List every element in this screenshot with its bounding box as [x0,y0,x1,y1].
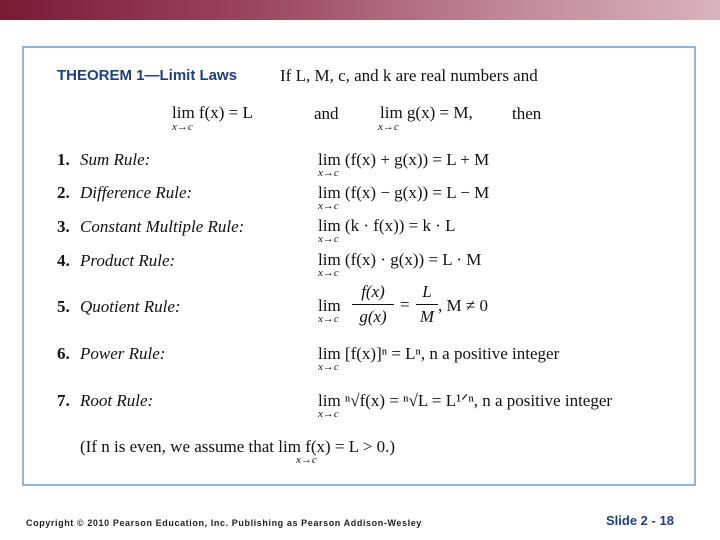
rule-name-sum: Sum Rule: [80,150,151,169]
rule-number: 1. [57,150,70,169]
hypothesis-limit-f: lim f(x) = L [172,103,253,122]
theorem-title: THEOREM 1—Limit Laws [57,67,238,84]
copyright-footer: Copyright © 2010 Pearson Education, Inc. Publishing as Pearson Addison-Wesley [26,518,422,528]
slide-number: Slide 2 - 18 [606,513,674,528]
rule-number: 2. [57,183,70,202]
rule-formula-power: lim [f(x)]ⁿ = Lⁿ, n a positive integer [318,344,560,363]
even-root-note: (If n is even, we assume that lim f(x) = L > 0.) [80,437,396,456]
quotient-equals: = [400,295,410,314]
top-banner [0,0,720,20]
rule-formula-sub: x→c [318,267,339,279]
rule-formula-sub: x→c [318,200,339,212]
quotient-result-numerator: L [422,282,432,301]
rule-formula-sub: x→c [318,313,339,325]
quotient-fraction-bar [352,304,394,305]
rule-number: 7. [57,391,70,410]
even-root-note-sub: x→c [296,454,317,466]
quotient-result-denominator: M [419,307,435,326]
rule-number: 4. [57,251,70,270]
rule-formula-difference: lim (f(x) − g(x)) = L − M [318,183,490,202]
quotient-result-bar [416,304,438,305]
rule-name-difference: Difference Rule: [80,183,193,202]
hypothesis-then: then [512,104,542,123]
hypothesis-limit-f-sub: x→c [172,121,193,133]
rule-formula-sub: x→c [318,233,339,245]
rule-name-constant-multiple: Constant Multiple Rule: [80,217,245,236]
rule-formula-constant-multiple: lim (k · f(x)) = k · L [318,216,456,235]
rule-formula-product: lim (f(x) · g(x)) = L · M [318,250,482,269]
rule-formula-sub: x→c [318,167,339,179]
quotient-numerator: f(x) [361,282,385,301]
theorem-intro: If L, M, c, and k are real numbers and [280,66,538,85]
rule-number: 3. [57,217,70,236]
rule-number: 5. [57,297,70,316]
rule-name-root: Root Rule: [80,391,154,410]
rule-name-quotient: Quotient Rule: [80,297,181,316]
hypothesis-and: and [314,104,339,123]
hypothesis-limit-g: lim g(x) = M, [380,103,473,122]
rule-formula-sub: x→c [318,361,339,373]
rule-name-product: Product Rule: [80,251,176,270]
rule-number: 6. [57,344,70,363]
rule-name-power: Power Rule: [80,344,166,363]
rule-formula-root: lim ⁿ√f(x) = ⁿ√L = L¹ᐟⁿ, n a positive integer [318,391,613,410]
rule-formula-sub: x→c [318,408,339,420]
quotient-lim: lim [318,296,341,315]
quotient-denominator: g(x) [359,307,387,326]
quotient-condition: , M ≠ 0 [438,296,488,315]
hypothesis-limit-g-sub: x→c [378,121,399,133]
rule-formula-sum: lim (f(x) + g(x)) = L + M [318,150,490,169]
